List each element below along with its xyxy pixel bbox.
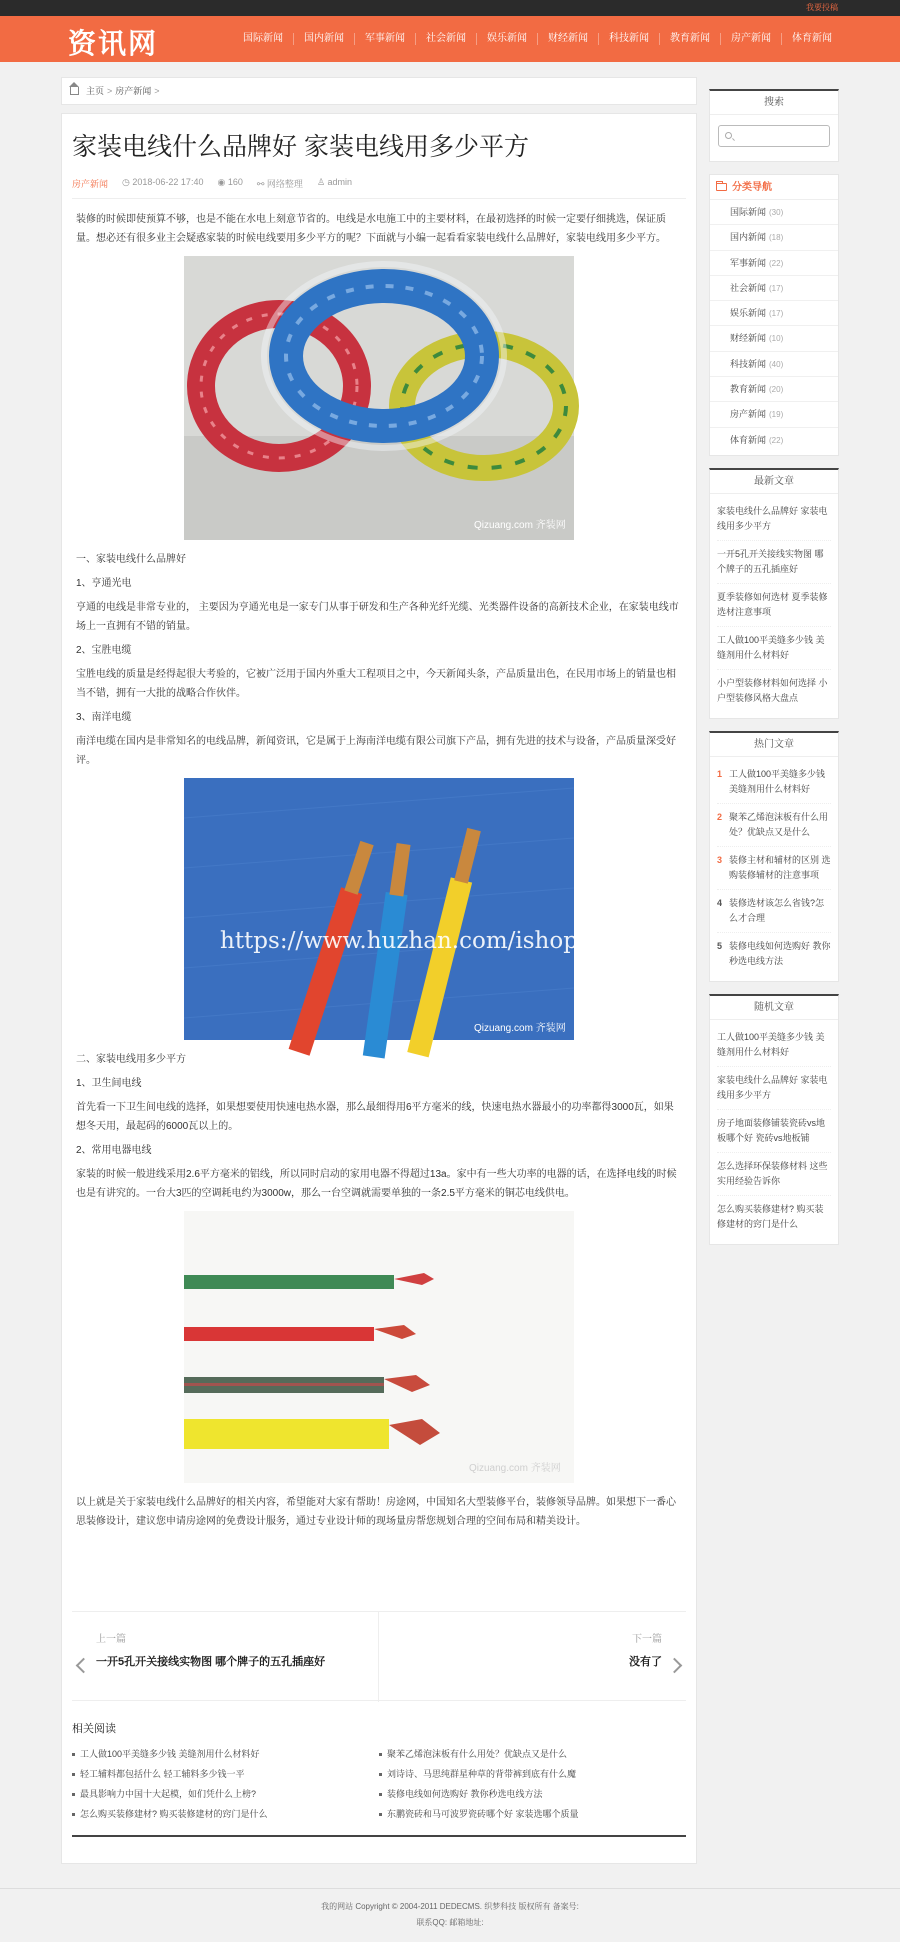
breadcrumb-category[interactable]: 房产新闻 — [115, 86, 152, 96]
article-date: ◷ 2018-06-22 17:40 — [122, 177, 204, 187]
random-item[interactable]: 房子地面装修铺装瓷砖vs地板哪个好 瓷砖vs地板铺 — [717, 1110, 831, 1153]
category-title: 分类导航 — [710, 175, 838, 200]
related-item[interactable]: 东鹏瓷砖和马可波罗瓷砖哪个好 家装选哪个质量 — [379, 1806, 686, 1823]
next-article[interactable] — [379, 1612, 686, 1702]
copyright: 我的网站 Copyright © 2004-2011 DEDECMS. 织梦科技 版权所有 备案号: — [321, 1902, 579, 1911]
image-watermark: Qizuang.com 齐装网 — [474, 520, 566, 531]
article-title: 家装电线什么品牌好 家装电线用多少平方 — [72, 133, 529, 161]
subsection-heading: 3、南洋电缆 — [76, 712, 132, 723]
nav-item[interactable]: 国际新闻 — [243, 33, 283, 44]
article — [61, 113, 697, 1864]
user-icon: ♙ — [316, 177, 326, 187]
eye-icon: ◉ — [217, 177, 226, 187]
site-logo[interactable]: 资讯网 — [68, 27, 159, 60]
related-item[interactable]: 工人做100平美缝多少钱 美缝剂用什么材料好 — [72, 1746, 379, 1763]
article-category[interactable]: 房产新闻 — [72, 179, 109, 189]
article-outro: 以上就是关于家装电线什么品牌好的相关内容，希望能对大家有帮助！房途网，中国知名大型装修平台，装修领导品牌。如果想下一番心思装修设计，建议您申请房途网的免费设计服务，通过专业设计师的现场量房帮您规划合理的空间布局和精美设计。 — [76, 1497, 676, 1527]
related-title: 相关阅读 — [72, 1723, 116, 1735]
category-list — [710, 200, 838, 455]
image-watermark: Qizuang.com 齐装网 — [469, 1463, 561, 1474]
random-list — [710, 1020, 838, 1244]
latest-title: 最新文章 — [710, 470, 838, 494]
nav-item[interactable]: 科技新闻 — [598, 33, 659, 45]
clock-icon: ◷ — [122, 177, 130, 187]
divider — [72, 1835, 686, 1837]
prev-article-link[interactable]: 一开5孔开关接线实物图 哪个牌子的五孔插座好 — [96, 1656, 326, 1668]
nav-item[interactable]: 财经新闻 — [537, 33, 598, 45]
section-heading: 一、家装电线什么品牌好 — [76, 554, 186, 565]
next-label: 下一篇 — [632, 1634, 662, 1645]
subsection-heading: 1、卫生间电线 — [76, 1078, 142, 1089]
latest-item[interactable]: 工人做100平美缝多少钱 美缝剂用什么材料好 — [717, 627, 831, 670]
paragraph: 亨通的电线是非常专业的， 主要因为亨通光电是一家专门从事于研发和生产各种光纤光缆、光类器件设备的高新技术企业，在家装电线市场上一直拥有不错的销量。 — [76, 602, 679, 632]
breadcrumb-home[interactable]: 主页 — [86, 86, 105, 96]
article-body — [72, 210, 686, 1531]
related-item[interactable]: 聚苯乙烯泡沫板有什么用处？优缺点又是什么 — [379, 1746, 686, 1763]
article-pager — [72, 1611, 686, 1701]
subsection-heading: 2、常用电器电线 — [76, 1145, 152, 1156]
latest-item[interactable]: 家装电线什么品牌好 家装电线用多少平方 — [717, 498, 831, 541]
wire-ends-image — [184, 778, 652, 1040]
contact-info: 联系QQ: 邮箱地址: — [416, 1918, 484, 1927]
prev-label: 上一篇 — [96, 1634, 126, 1645]
random-item[interactable]: 工人做100平美缝多少钱 美缝剂用什么材料好 — [717, 1024, 831, 1067]
article-source: ⚯ 网络整理 — [256, 179, 303, 189]
hot-list — [710, 757, 838, 981]
paragraph: 首先看一下卫生间电线的选择，如果想要使用快速电热水器，那么最细得用6平方毫米的线，快速电热水器最小的功率都得3000瓦，如果想冬天用，最起码的6000瓦以上的。 — [76, 1102, 674, 1132]
category-item[interactable]: 军事新闻 (22) — [710, 251, 838, 276]
site-footer — [0, 1888, 900, 1942]
article-views: ◉ 160 — [217, 177, 243, 187]
latest-item[interactable]: 夏季装修如何选材 夏季装修选材注意事项 — [717, 584, 831, 627]
hot-item[interactable]: 3 装修主材和辅材的区别 选购装修辅材的注意事项 — [717, 847, 831, 890]
site-header — [0, 16, 900, 62]
latest-list — [710, 494, 838, 718]
related-item[interactable]: 轻工辅料都包括什么 轻工辅料多少钱一平 — [72, 1766, 379, 1783]
paragraph: 宝胜电线的质量是经得起很大考验的，它被广泛用于国内外重大工程项目之中，今天新闻头条，产品质量出色，在民用市场上的销量也相当不错，拥有一大批的战略合作伙伴。 — [76, 669, 676, 699]
related-reading — [72, 1720, 686, 1837]
hot-item[interactable]: 5 装修电线如何选购好 教你秒选电线方法 — [717, 940, 831, 966]
chevron-right-icon[interactable] — [667, 1658, 683, 1674]
prev-article[interactable] — [72, 1612, 379, 1702]
wire-cables-image — [184, 1211, 574, 1483]
hot-title: 热门文章 — [710, 733, 838, 757]
related-list — [72, 1746, 686, 1823]
subsection-heading: 1、亨通光电 — [76, 578, 132, 589]
article-author: ♙ admin — [316, 177, 353, 187]
wire-coils-image — [184, 256, 574, 540]
main-column — [61, 77, 697, 1864]
image-watermark: Qizuang.com 齐装网 — [474, 1023, 566, 1034]
chevron-left-icon[interactable] — [76, 1658, 92, 1674]
category-item[interactable]: 国际新闻 (30) — [710, 200, 838, 225]
nav-item[interactable]: 教育新闻 — [659, 33, 720, 45]
category-item[interactable]: 国内新闻 (18) — [710, 225, 838, 250]
related-item[interactable]: 最具影响力中国十大起模，如们凭什么上榜? — [72, 1786, 379, 1803]
paragraph: 家装的时候一般进线采用2.6平方毫米的铝线，所以同时启动的家用电器不得超过13a。家中有一些大功率的电器的话，在选择电线的时候也是有讲究的。一台大3匹的空调耗电约为3000w，那么一台空调就需要单独的一条2.5平方毫米的铜芯电线供电。 — [76, 1169, 677, 1199]
category-box — [709, 174, 839, 456]
article-meta — [72, 177, 686, 199]
paragraph: 南洋电缆在国内是非常知名的电线品牌，新闻资讯，它是属于上海南洋电缆有限公司旗下产品，拥有先进的技术与设备，产品质量深受好评。 — [76, 736, 676, 766]
latest-box — [709, 468, 839, 719]
random-item[interactable]: 怎么购买装修建材? 购买装修建材的窍门是什么 — [717, 1203, 824, 1229]
folder-icon — [716, 183, 727, 191]
category-item[interactable]: 房产新闻 (19) — [710, 402, 838, 427]
hot-item[interactable]: 2 聚苯乙烯泡沫板有什么用处？优缺点又是什么 — [717, 804, 831, 847]
home-icon — [70, 87, 79, 95]
subsection-heading: 2、宝胜电缆 — [76, 645, 132, 656]
breadcrumb: 主页 > 房产新闻 > — [61, 77, 697, 105]
search-title: 搜索 — [710, 91, 838, 115]
submit-post-link[interactable]: 我要投稿 — [806, 3, 838, 12]
hot-item[interactable]: 4 装修选材该怎么省钱?怎么才合理 — [717, 890, 831, 933]
sidebar — [709, 89, 839, 1257]
category-item[interactable]: 财经新闻 (10) — [710, 326, 838, 351]
random-item[interactable]: 家装电线什么品牌好 家装电线用多少平方 — [717, 1067, 831, 1110]
next-article-link[interactable]: 没有了 — [629, 1656, 662, 1668]
nav-item[interactable]: 社会新闻 — [415, 33, 476, 45]
category-item[interactable]: 娱乐新闻 (17) — [710, 301, 838, 326]
search-box — [709, 89, 839, 162]
category-item[interactable]: 教育新闻 (20) — [710, 377, 838, 402]
main-nav — [233, 16, 842, 62]
nav-item[interactable]: 房产新闻 — [720, 33, 781, 45]
top-bar — [0, 0, 900, 16]
article-intro: 装修的时候即使预算不够，也是不能在水电上刻意节省的。电线是水电施工中的主要材料，在最初选择的时候一定要仔细挑选，保证质量。想必还有很多业主会疑惑家装的时候电线要用多少平方的呢？下面就与小编一起看看家装电线什么品牌好，家装电线用多少平方。 — [76, 214, 666, 244]
nav-item[interactable]: 军事新闻 — [354, 33, 415, 45]
image-overlay-text: https://www.huzhan.com/ishop28806 — [220, 928, 652, 954]
related-item[interactable]: 装修电线如何选购好 教你秒选电线方法 — [379, 1786, 686, 1803]
latest-item[interactable]: 小户型装修材料如何选择 小户型装修风格大盘点 — [717, 677, 828, 703]
section-heading: 二、家装电线用多少平方 — [76, 1054, 186, 1065]
random-item[interactable]: 怎么选择环保装修材料 这些实用经验告诉你 — [717, 1153, 831, 1196]
link-icon: ⚯ — [256, 179, 265, 189]
search-input[interactable] — [718, 125, 830, 147]
latest-item[interactable]: 一开5孔开关接线实物图 哪个牌子的五孔插座好 — [717, 541, 831, 584]
category-item[interactable]: 社会新闻 (17) — [710, 276, 838, 301]
nav-item[interactable]: 体育新闻 — [781, 33, 842, 45]
related-item[interactable]: 刘诗诗、马思纯群星种草的背带裤到底有什么魔 — [379, 1766, 686, 1783]
random-title: 随机文章 — [710, 996, 838, 1020]
nav-item[interactable]: 娱乐新闻 — [476, 33, 537, 45]
nav-item[interactable]: 国内新闻 — [293, 33, 354, 45]
search-icon — [725, 132, 732, 139]
related-item[interactable]: 怎么购买装修建材? 购买装修建材的窍门是什么 — [72, 1806, 379, 1823]
hot-box — [709, 731, 839, 982]
hot-item[interactable]: 1 工人做100平美缝多少钱 美缝剂用什么材料好 — [717, 761, 831, 804]
category-item[interactable]: 科技新闻 (40) — [710, 352, 838, 377]
random-box — [709, 994, 839, 1245]
category-item[interactable]: 体育新闻 (22) — [730, 434, 784, 445]
